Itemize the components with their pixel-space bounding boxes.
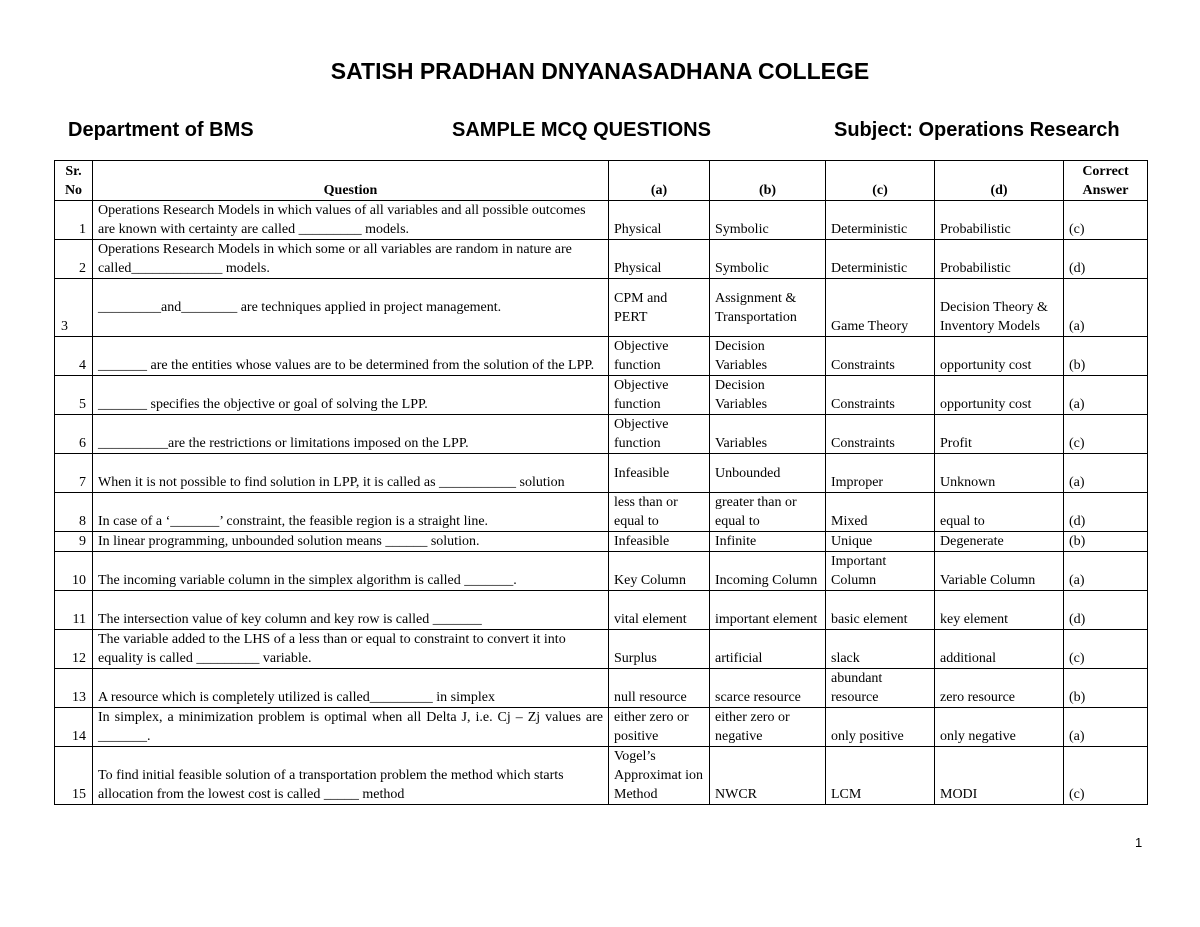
option-b: Assignment & Transportation (710, 279, 826, 337)
subject-label: Subject: Operations Research (834, 119, 1120, 141)
correct-answer: (c) (1064, 201, 1148, 240)
question-text: A resource which is completely utilized is called_________ in simplex (93, 669, 609, 708)
option-a: Physical (609, 240, 710, 279)
table-row (55, 279, 1148, 337)
correct-answer: (d) (1064, 493, 1148, 532)
table-row (55, 376, 1148, 415)
option-d: zero resource (935, 669, 1064, 708)
table-row (55, 415, 1148, 454)
question-text: In case of a ‘_______’ constraint, the feasible region is a straight line. (93, 493, 609, 532)
option-c: abundant resource (826, 669, 935, 708)
option-d: Probabilistic (935, 240, 1064, 279)
table-row (55, 630, 1148, 669)
correct-answer: (d) (1064, 240, 1148, 279)
header-option-b: (b) (710, 161, 826, 201)
question-text: The variable added to the LHS of a less than or equal to constraint to convert it into equality is called _________ variable. (93, 630, 609, 669)
row-number: 11 (55, 591, 93, 630)
question-text: When it is not possible to find solution in LPP, it is called as ___________ solution (93, 454, 609, 493)
question-text: Operations Research Models in which some or all variables are random in nature are called_____________ models. (93, 240, 609, 279)
correct-answer: (a) (1064, 376, 1148, 415)
option-b: Symbolic (710, 240, 826, 279)
correct-answer: (a) (1064, 279, 1148, 337)
header-option-c: (c) (826, 161, 935, 201)
option-c: Game Theory (826, 279, 935, 337)
option-c: slack (826, 630, 935, 669)
option-b: NWCR (710, 747, 826, 805)
option-d: only negative (935, 708, 1064, 747)
option-b: artificial (710, 630, 826, 669)
question-text: __________are the restrictions or limitations imposed on the LPP. (93, 415, 609, 454)
header-sr-no: Sr. No (55, 161, 93, 201)
header-option-d: (d) (935, 161, 1064, 201)
correct-answer: (a) (1064, 454, 1148, 493)
header-question: Question (93, 161, 609, 201)
option-c: Important Column (826, 552, 935, 591)
option-b: Variables (710, 415, 826, 454)
row-number: 7 (55, 454, 93, 493)
row-number: 3 (55, 279, 93, 337)
college-title: SATISH PRADHAN DNYANASADHANA COLLEGE (330, 58, 870, 84)
option-d: MODI (935, 747, 1064, 805)
option-a: Vogel’s Approximat ion Method (609, 747, 710, 805)
table-row (55, 240, 1148, 279)
option-c: Constraints (826, 337, 935, 376)
option-d: Unknown (935, 454, 1064, 493)
option-a: Objective function (609, 337, 710, 376)
option-a: Objective function (609, 376, 710, 415)
table-row (55, 747, 1148, 805)
option-a: Physical (609, 201, 710, 240)
row-number: 4 (55, 337, 93, 376)
option-b: important element (710, 591, 826, 630)
row-number: 12 (55, 630, 93, 669)
option-c: Deterministic (826, 240, 935, 279)
option-a: less than or equal to (609, 493, 710, 532)
question-text: _______ specifies the objective or goal of solving the LPP. (93, 376, 609, 415)
table-row (55, 454, 1148, 493)
option-d: Profit (935, 415, 1064, 454)
table-row (55, 552, 1148, 591)
option-a: vital element (609, 591, 710, 630)
page-number: 1 (1135, 835, 1143, 850)
option-d: opportunity cost (935, 376, 1064, 415)
table-row (55, 708, 1148, 747)
option-c: Mixed (826, 493, 935, 532)
question-text: _________and________ are techniques applied in project management. (93, 279, 609, 337)
question-text: The incoming variable column in the simplex algorithm is called _______. (93, 552, 609, 591)
option-a: CPM and PERT (609, 279, 710, 337)
correct-answer: (d) (1064, 591, 1148, 630)
correct-answer: (b) (1064, 669, 1148, 708)
mcq-table (54, 160, 1148, 805)
table-row (55, 532, 1148, 552)
question-text: In linear programming, unbounded solution means ______ solution. (93, 532, 609, 552)
row-number: 5 (55, 376, 93, 415)
department-label: Department of BMS (68, 119, 254, 141)
question-text: _______ are the entities whose values are to be determined from the solution of the LPP. (93, 337, 609, 376)
table-row (55, 669, 1148, 708)
option-c: Constraints (826, 415, 935, 454)
option-c: Deterministic (826, 201, 935, 240)
table-row (55, 201, 1148, 240)
option-c: basic element (826, 591, 935, 630)
correct-answer: (c) (1064, 747, 1148, 805)
option-c: LCM (826, 747, 935, 805)
option-d: additional (935, 630, 1064, 669)
question-text: In simplex, a minimization problem is optimal when all Delta J, i.e. Cj – Zj values are _______. (93, 708, 609, 747)
row-number: 15 (55, 747, 93, 805)
option-d: equal to (935, 493, 1064, 532)
header-option-a: (a) (609, 161, 710, 201)
table-row (55, 337, 1148, 376)
table-row (55, 493, 1148, 532)
header-correct-answer: Correct Answer (1064, 161, 1148, 201)
option-b: Incoming Column (710, 552, 826, 591)
row-number: 9 (55, 532, 93, 552)
option-c: Constraints (826, 376, 935, 415)
correct-answer: (b) (1064, 532, 1148, 552)
option-d: Probabilistic (935, 201, 1064, 240)
option-a: Key Column (609, 552, 710, 591)
row-number: 8 (55, 493, 93, 532)
option-d: Variable Column (935, 552, 1064, 591)
row-number: 6 (55, 415, 93, 454)
option-a: either zero or positive (609, 708, 710, 747)
option-a: Infeasible (609, 454, 710, 493)
option-a: null resource (609, 669, 710, 708)
option-c: Unique (826, 532, 935, 552)
correct-answer: (a) (1064, 552, 1148, 591)
row-number: 1 (55, 201, 93, 240)
row-number: 2 (55, 240, 93, 279)
option-a: Infeasible (609, 532, 710, 552)
option-c: only positive (826, 708, 935, 747)
correct-answer: (c) (1064, 415, 1148, 454)
correct-answer: (b) (1064, 337, 1148, 376)
question-text: The intersection value of key column and key row is called _______ (93, 591, 609, 630)
row-number: 14 (55, 708, 93, 747)
option-b: Symbolic (710, 201, 826, 240)
option-d: Degenerate (935, 532, 1064, 552)
question-text: To find initial feasible solution of a transportation problem the method which starts allocation from the lowest cost is called _____ method (93, 747, 609, 805)
option-d: key element (935, 591, 1064, 630)
question-text: Operations Research Models in which values of all variables and all possible outcomes are known with certainty are called _________ models. (93, 201, 609, 240)
table-header-row (55, 161, 1148, 201)
option-b: either zero or negative (710, 708, 826, 747)
option-b: Decision Variables (710, 376, 826, 415)
document-type-label: SAMPLE MCQ QUESTIONS (452, 119, 711, 141)
correct-answer: (c) (1064, 630, 1148, 669)
correct-answer: (a) (1064, 708, 1148, 747)
option-c: Improper (826, 454, 935, 493)
option-b: greater than or equal to (710, 493, 826, 532)
table-row (55, 591, 1148, 630)
option-d: opportunity cost (935, 337, 1064, 376)
option-b: Decision Variables (710, 337, 826, 376)
row-number: 13 (55, 669, 93, 708)
option-a: Objective function (609, 415, 710, 454)
row-number: 10 (55, 552, 93, 591)
option-b: scarce resource (710, 669, 826, 708)
option-d: Decision Theory & Inventory Models (935, 279, 1064, 337)
option-b: Infinite (710, 532, 826, 552)
option-b: Unbounded (710, 454, 826, 493)
option-a: Surplus (609, 630, 710, 669)
